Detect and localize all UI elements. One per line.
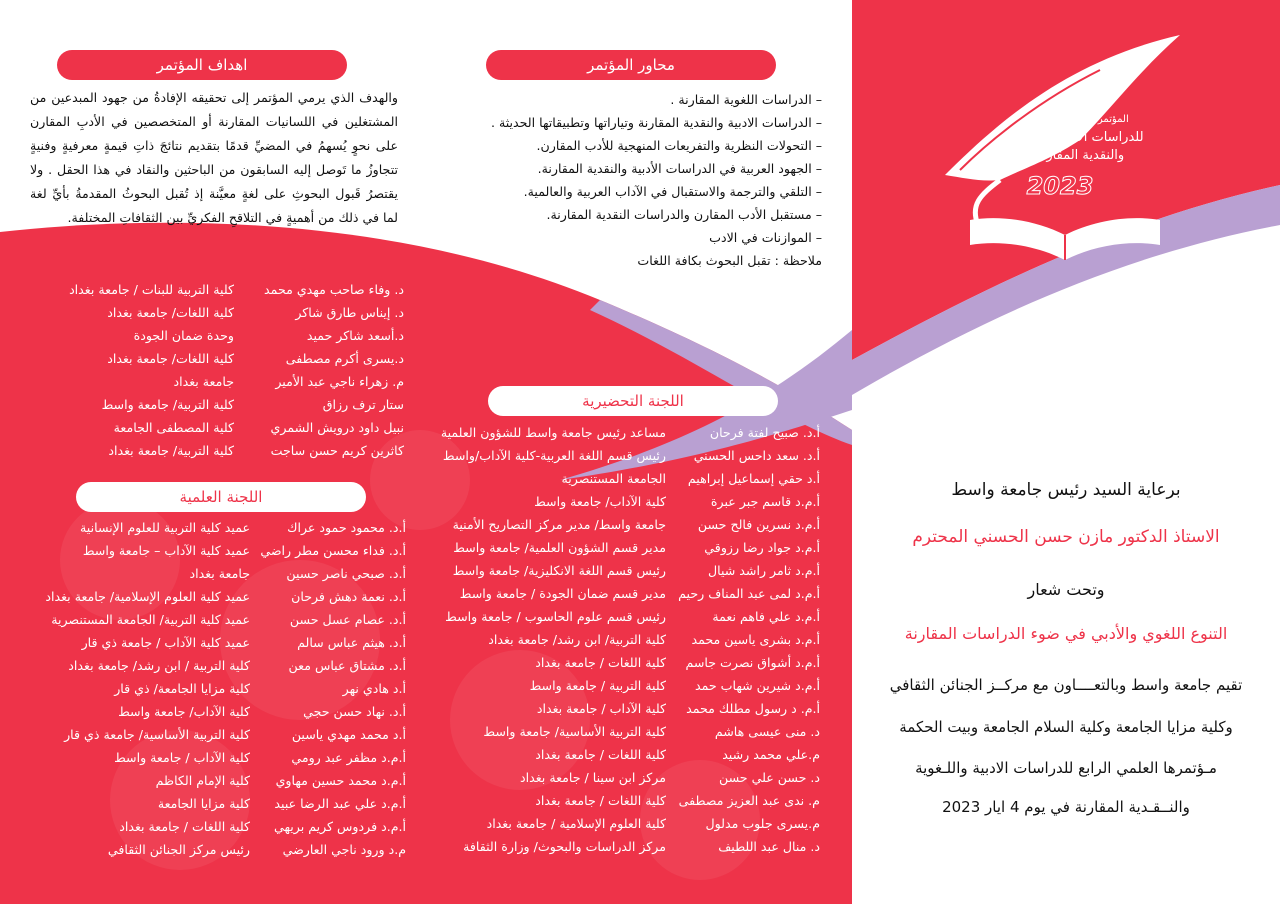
prep-role: كلية اللغات / جامعة بغداد — [535, 747, 666, 762]
prep-name: أ.د. سعد داحس الحسني — [693, 448, 820, 463]
upper-role: كلية اللغات/ جامعة بغداد — [107, 305, 234, 320]
sci-name: م.د ورود ناجي العارضي — [282, 842, 406, 857]
upper-name: نبيل داود درويش الشمري — [270, 420, 404, 435]
axes-item: – الموازنات في الادب — [709, 230, 822, 245]
patronage-line1: برعاية السيد رئيس جامعة واسط — [951, 480, 1181, 500]
prep-name: أ.م.د بشرى ياسين محمد — [691, 632, 820, 647]
prep-role: كلية التربية الأساسية/ جامعة واسط — [483, 724, 666, 739]
prep-role: كلية اللغات / جامعة بغداد — [535, 655, 666, 670]
upper-name: د.أسعد شاكر حميد — [306, 328, 404, 343]
sci-name: أ.د محمد مهدي ياسين — [291, 727, 406, 742]
prep-role: كلية الآداب / جامعة بغداد — [536, 701, 666, 716]
prep-name: أ.م.د علي فاهم نعمة — [712, 609, 820, 624]
sci-roles — [14, 516, 250, 861]
upper-role: وحدة ضمان الجودة — [133, 328, 234, 343]
upper-name: ستار ترف رزاق — [322, 397, 404, 412]
prep-role: كلية اللغات / جامعة بغداد — [535, 793, 666, 808]
prep-role: مركز ابن سينا / جامعة بغداد — [520, 770, 666, 785]
upper-role: كلية المصطفى الجامعة — [113, 420, 234, 435]
sci-role: كلية اللغات / جامعة بغداد — [119, 819, 250, 834]
prep-name: أ.م. د رسول مطلك محمد — [686, 701, 820, 716]
prep-role: مدير قسم ضمان الجودة / جامعة واسط — [459, 586, 666, 601]
logo-line1: المؤتمر العلمي الرابع — [1041, 114, 1129, 125]
prep-role: جامعة واسط/ مدير مركز التصاريح الأمنية — [452, 517, 666, 532]
sci-name: أ.د. محمود حمود عراك — [287, 520, 406, 535]
prep-name: د. منى عيسى هاشم — [714, 724, 820, 739]
upper-role: جامعة بغداد — [173, 374, 234, 389]
patronage-line6: وكلية مزايا الجامعة وكلية السلام الجامعة وبيت الحكمة — [899, 718, 1233, 736]
upper-name: كاثرين كريم حسن ساجت — [270, 443, 404, 458]
upper-name: م. زهراء ناجي عبد الأمير — [275, 374, 404, 389]
prep-role: مساعد رئيس جامعة واسط للشؤون العلمية — [440, 425, 666, 440]
prep-name: أ.م.د نسرين فالح حسن — [697, 517, 820, 532]
prep-names — [672, 421, 820, 858]
sci-name: أ.د. هيثم عباس سالم — [297, 635, 406, 650]
prep-role: كلية التربية / جامعة واسط — [529, 678, 666, 693]
upper-name: د. إيناس طارق شاكر — [295, 305, 404, 320]
prep-role: كلية التربية/ ابن رشد/ جامعة بغداد — [488, 632, 666, 647]
sci-role: عميد كلية الآداب – جامعة واسط — [82, 543, 250, 558]
upper-name: د.يسرى أكرم مصطفى — [285, 351, 404, 366]
sci-role: جامعة بغداد — [189, 566, 250, 581]
goals-title: اهداف المؤتمر — [57, 50, 347, 80]
prep-name: أ.م.د أشواق نصرت جاسم — [685, 655, 820, 670]
sci-name: أ.د. نعمة دهش فرحان — [291, 589, 406, 604]
sci-name: أ.م.د علي عبد الرضا عبيد — [274, 796, 406, 811]
prep-name: أ.م.د جواد رضا رزوقي — [704, 540, 820, 555]
prep-name: أ.د. صبيح لفتة فرحان — [709, 425, 820, 440]
sci-role: رئيس مركز الجنائن الثقافي — [107, 842, 250, 857]
prep-role: مدير قسم الشؤون العلمية/ جامعة واسط — [453, 540, 666, 555]
axes-item: – التلقي والترجمة والاستقبال في الآداب العربية والعالمية. — [523, 184, 822, 199]
sci-role: كلية الإمام الكاظم — [155, 773, 250, 788]
prep-name: أ.د حقي إسماعيل إبراهيم — [687, 471, 820, 486]
upper-name: د. وفاء صاحب مهدي محمد — [264, 282, 404, 297]
prep-role: رئيس قسم اللغة الانكليزية/ جامعة واسط — [452, 563, 666, 578]
sci-name: أ.د. مشتاق عباس معن — [288, 658, 406, 673]
upper-role: كلية التربية للبنات / جامعة بغداد — [69, 282, 234, 297]
axes-list — [460, 88, 822, 272]
axes-item: – الدراسات اللغوية المقارنة . — [670, 92, 822, 107]
sci-role: كلية الآداب / جامعة واسط — [114, 750, 250, 765]
open-book-icon — [965, 200, 1165, 275]
prep-name: د. منال عبد اللطيف — [718, 839, 820, 854]
logo-line2: للدراسات الادبية اللغوية — [1016, 130, 1144, 145]
prep-role: مركز الدراسات والبحوث/ وزارة الثقافة — [463, 839, 666, 854]
prep-role: رئيس قسم علوم الحاسوب / جامعة واسط — [445, 609, 666, 624]
sci-role: كلية التربية / ابن رشد/ جامعة بغداد — [68, 658, 250, 673]
patronage-line8: والنــقـدية المقارنة في يوم 4 ايار 2023 — [942, 798, 1190, 816]
axes-title: محاور المؤتمر — [486, 50, 776, 80]
prep-name: م.يسرى جلوب مدلول — [705, 816, 820, 831]
axes-item: – التحولات النظرية والتفريعات المنهجية للأدب المقارن. — [536, 138, 822, 153]
patronage-line3: وتحت شعار — [1027, 580, 1105, 599]
axes-item: – مستقبل الأدب المقارن والدراسات النقدية المقارنة. — [546, 207, 822, 222]
sci-name: أ.د. صبحي ناصر حسين — [286, 566, 406, 581]
upper-role: كلية اللغات/ جامعة بغداد — [107, 351, 234, 366]
prep-name: م.علي محمد رشيد — [722, 747, 820, 762]
prep-name: أ.م.د ثامر راشد شيال — [707, 563, 820, 578]
prep-role: كلية الآداب/ جامعة واسط — [534, 494, 666, 509]
conference-logo — [940, 30, 1190, 260]
logo-line3: والنقدية المقارنة — [1035, 148, 1125, 163]
sci-role: عميد كلية العلوم الإسلامية/ جامعة بغداد — [45, 589, 250, 604]
sci-name: أ.م.د محمد حسين مهاوي — [275, 773, 406, 788]
axes-item: – الجهود العربية في الدراسات الأدبية والنقدية المقارنة. — [537, 161, 822, 176]
sci-role: عميد كلية التربية للعلوم الإنسانية — [80, 520, 250, 535]
prep-name: أ.م.د قاسم جبر عبرة — [710, 494, 820, 509]
upper-role: كلية التربية/ جامعة واسط — [101, 397, 234, 412]
patronage-line4: التنوع اللغوي والأدبي في ضوء الدراسات المقارنة — [904, 624, 1228, 643]
sci-title: اللجنة العلمية — [76, 482, 366, 512]
sci-role: كلية مزايا الجامعة/ ذي قار — [114, 681, 250, 696]
prep-role: كلية العلوم الإسلامية / جامعة بغداد — [486, 816, 666, 831]
prep-name: م. ندى عبد العزيز مصطفى — [678, 793, 820, 808]
prep-title: اللجنة التحضيرية — [488, 386, 778, 416]
sci-names — [260, 516, 406, 861]
sci-name: أ.م.د فردوس كريم بريهي — [273, 819, 406, 834]
sci-role: كلية الآداب/ جامعة واسط — [118, 704, 250, 719]
upper-names — [262, 278, 404, 462]
prep-roles — [420, 421, 666, 858]
sci-role: عميد كلية الآداب / جامعة ذي قار — [81, 635, 250, 650]
sci-role: كلية مزايا الجامعة — [157, 796, 250, 811]
prep-role: رئيس قسم اللغة العربية-كلية الآداب/واسط — [442, 448, 666, 463]
sci-name: أ.د. عصام عسل حسن — [289, 612, 406, 627]
axes-item: – الدراسات الادبية والنقدية المقارنة وتياراتها وتطبيقاتها الحديثة . — [490, 115, 822, 130]
patronage-line7: مـؤتمرها العلمي الرابع للدراسات الادبية واللـغوية — [915, 759, 1217, 777]
sci-name: أ.م.د مظفر عبد رومي — [291, 750, 406, 765]
upper-role: كلية التربية/ جامعة بغداد — [108, 443, 234, 458]
logo-year: 2023 — [1026, 172, 1094, 200]
prep-name: أ.م.د شيرين شهاب حمد — [694, 678, 820, 693]
prep-role: الجامعة المستنصرية — [561, 471, 666, 486]
sci-name: أ.د. فداء محسن مطر راضي — [260, 543, 406, 558]
upper-roles — [40, 278, 234, 462]
axes-note: ملاحظة : تقبل البحوث بكافة اللغات — [637, 253, 822, 268]
sci-role: عميد كلية التربية/ الجامعة المستنصرية — [51, 612, 250, 627]
patronage-line5: تقيم جامعة واسط وبالتعــــاون مع مركــز الجنائن الثقافي — [889, 676, 1243, 694]
sci-name: أ.د. نهاد حسن حجي — [303, 704, 406, 719]
sci-role: كلية التربية الأساسية/ جامعة ذي قار — [64, 727, 250, 742]
prep-name: أ.م.د لمى عبد المناف رحيم — [678, 586, 820, 601]
prep-name: د. حسن علي حسن — [718, 770, 820, 785]
sci-name: أ.د هادي نهر — [342, 681, 406, 696]
goals-text: والهدف الذي يرمي المؤتمر إلى تحقيقه الإفادةُ من جهود المبدعين من المشتغلين في اللسانيات المقارنة أو المتخصصين في الأدبِ المقارن على نحوٍ يُسهمُ في المضيِّ قدمًا بتقديم نتائجَ ذاتِ قيمةٍ معرفيةٍ وفنيةٍ تتجاوزُ ما تَوصل إليه السابقون من الباحثين والنقاد في هذا الحقل . ولا يقتصرُ قَبول البحوثِ على لغةٍ معيَّنة إذ تُقبل البحوثُ المقدمةُ بأيِّ لغة لما في ذلك من أهميةٍ في التلاقحِ الفكريِّ بين الثقافاتِ المختلفة. — [30, 90, 398, 225]
patronage-line2: الاستاذ الدكتور مازن حسن الحسني المحترم — [912, 527, 1220, 547]
